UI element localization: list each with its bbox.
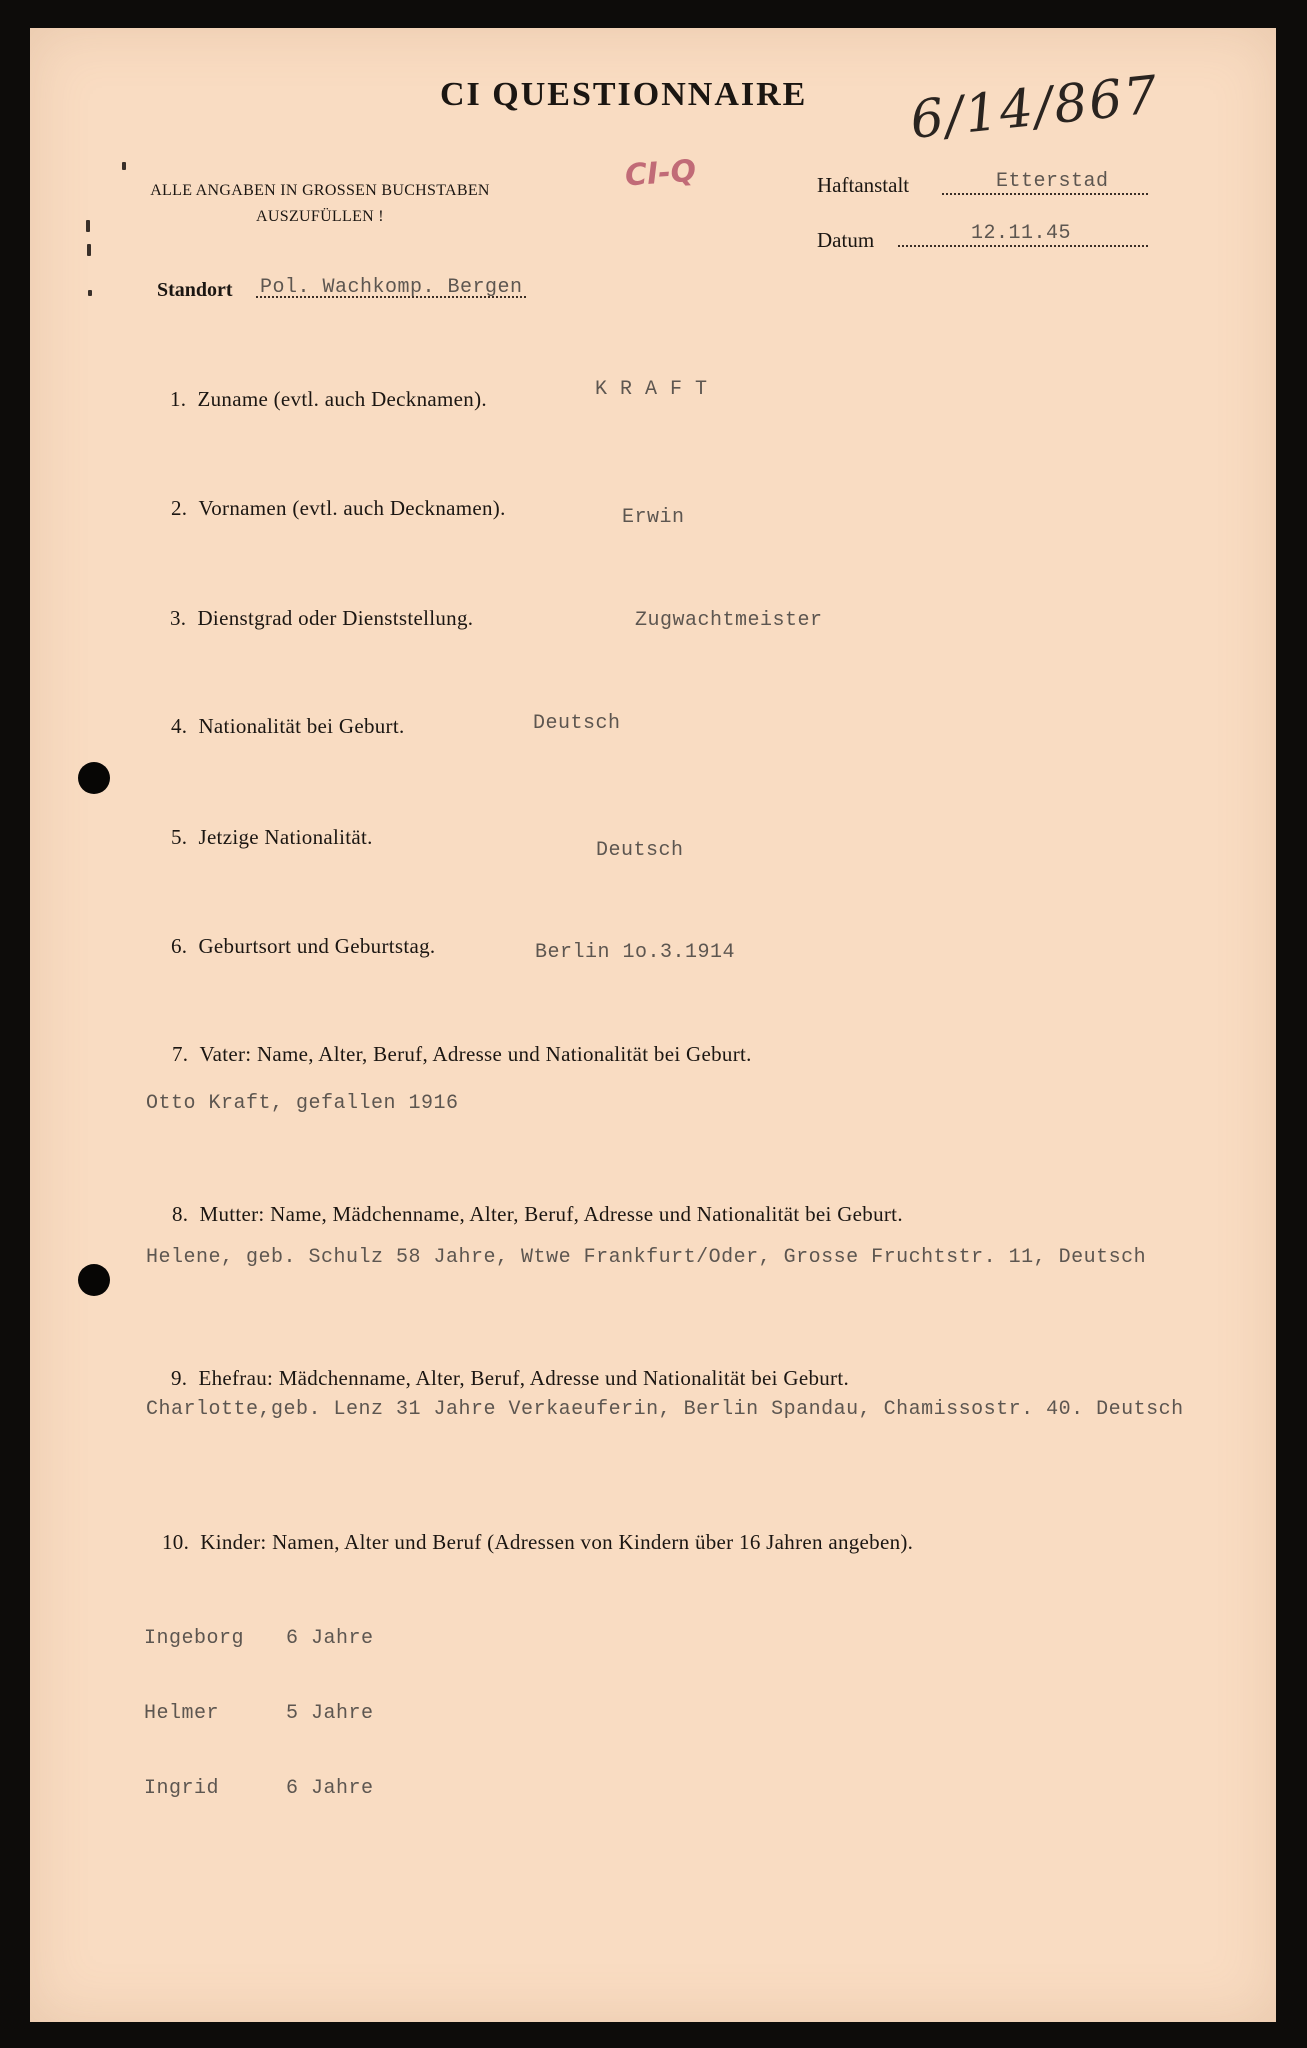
punch-hole-upper xyxy=(78,762,110,794)
child-row xyxy=(144,1776,374,1801)
speck-mark xyxy=(88,290,92,296)
answer-4: Deutsch xyxy=(533,712,621,735)
child-name: Helmer xyxy=(144,1702,220,1725)
instruction-line-1: ALLE ANGABEN IN GROSSEN BUCHSTABEN xyxy=(150,182,490,199)
answer-7: Otto Kraft, gefallen 1916 xyxy=(146,1092,459,1115)
question-number: 6. xyxy=(171,934,188,958)
questionnaire-page xyxy=(30,28,1276,2022)
speck-mark xyxy=(87,244,91,256)
question-label: Vater: Name, Alter, Beruf, Adresse und Nationalität bei Geburt. xyxy=(199,1042,752,1066)
question-7 xyxy=(172,1042,752,1067)
question-9 xyxy=(171,1366,849,1391)
question-5 xyxy=(171,825,373,850)
question-label: Zuname (evtl. auch Decknamen). xyxy=(197,387,487,411)
page-title: CI QUESTIONNAIRE xyxy=(440,76,808,113)
ciq-stamp: CI-Q xyxy=(623,153,698,194)
answer-3: Zugwachtmeister xyxy=(635,609,823,632)
question-label: Nationalität bei Geburt. xyxy=(198,714,405,738)
child-age: 5 Jahre xyxy=(286,1702,374,1725)
answer-8: Helene, geb. Schulz 58 Jahre, Wtwe Frankfurt/Oder, Grosse Fruchtstr. 11, Deutsch xyxy=(146,1246,1147,1269)
question-number: 3. xyxy=(170,606,187,630)
handwritten-reference: 6/14/867 xyxy=(907,65,1162,151)
question-number: 1. xyxy=(170,387,187,411)
child-row xyxy=(144,1626,374,1651)
question-label: Vornamen (evtl. auch Decknamen). xyxy=(198,496,506,520)
question-label: Mutter: Name, Mädchenname, Alter, Beruf, Adresse und Nationalität bei Geburt. xyxy=(199,1202,903,1226)
datum-value: 12.11.45 xyxy=(971,222,1072,245)
answer-2: Erwin xyxy=(622,506,685,529)
question-6 xyxy=(171,934,435,959)
answer-6: Berlin 1o.3.1914 xyxy=(535,941,736,964)
question-number: 4. xyxy=(171,714,188,738)
question-label: Ehefrau: Mädchenname, Alter, Beruf, Adresse und Nationalität bei Geburt. xyxy=(198,1366,850,1390)
answer-5: Deutsch xyxy=(596,839,684,862)
question-label: Kinder: Namen, Alter und Beruf (Adressen von Kindern über 16 Jahren angeben). xyxy=(200,1530,914,1554)
instruction-line-2: AUSZUFÜLLEN ! xyxy=(256,208,384,225)
speck-mark xyxy=(122,162,126,170)
haftanstalt-value: Etterstad xyxy=(996,170,1109,193)
question-number: 9. xyxy=(171,1366,188,1390)
fill-instruction xyxy=(140,178,500,230)
child-name: Ingrid xyxy=(144,1777,220,1800)
question-4 xyxy=(171,714,405,739)
child-age: 6 Jahre xyxy=(286,1777,374,1800)
question-number: 10. xyxy=(162,1530,190,1554)
question-3 xyxy=(170,606,473,631)
datum-label: Datum xyxy=(817,228,875,252)
datum-line xyxy=(898,245,1148,247)
haftanstalt-line xyxy=(942,193,1148,195)
question-number: 2. xyxy=(171,496,188,520)
question-2 xyxy=(171,496,506,521)
question-number: 5. xyxy=(171,825,188,849)
child-name: Ingeborg xyxy=(144,1627,245,1650)
speck-mark xyxy=(86,220,90,232)
answer-9: Charlotte,geb. Lenz 31 Jahre Verkaeuferin, Berlin Spandau, Chamissostr. 40. Deutsch xyxy=(146,1398,1184,1421)
child-row xyxy=(144,1701,374,1726)
question-label: Jetzige Nationalität. xyxy=(198,825,373,849)
answer-1: K R A F T xyxy=(595,378,708,401)
standort-label: Standort xyxy=(157,279,233,301)
question-10 xyxy=(162,1530,913,1555)
children-list xyxy=(144,1576,374,1851)
question-label: Geburtsort und Geburtstag. xyxy=(198,934,436,958)
haftanstalt-label: Haftanstalt xyxy=(817,173,910,197)
child-age: 6 Jahre xyxy=(286,1627,374,1650)
question-label: Dienstgrad oder Dienststellung. xyxy=(197,606,474,630)
question-number: 7. xyxy=(172,1042,189,1066)
question-8 xyxy=(172,1202,903,1227)
standort-value: Pol. Wachkomp. Bergen xyxy=(260,276,523,299)
punch-hole-lower xyxy=(78,1264,110,1296)
question-number: 8. xyxy=(172,1202,189,1226)
question-1 xyxy=(170,387,487,412)
